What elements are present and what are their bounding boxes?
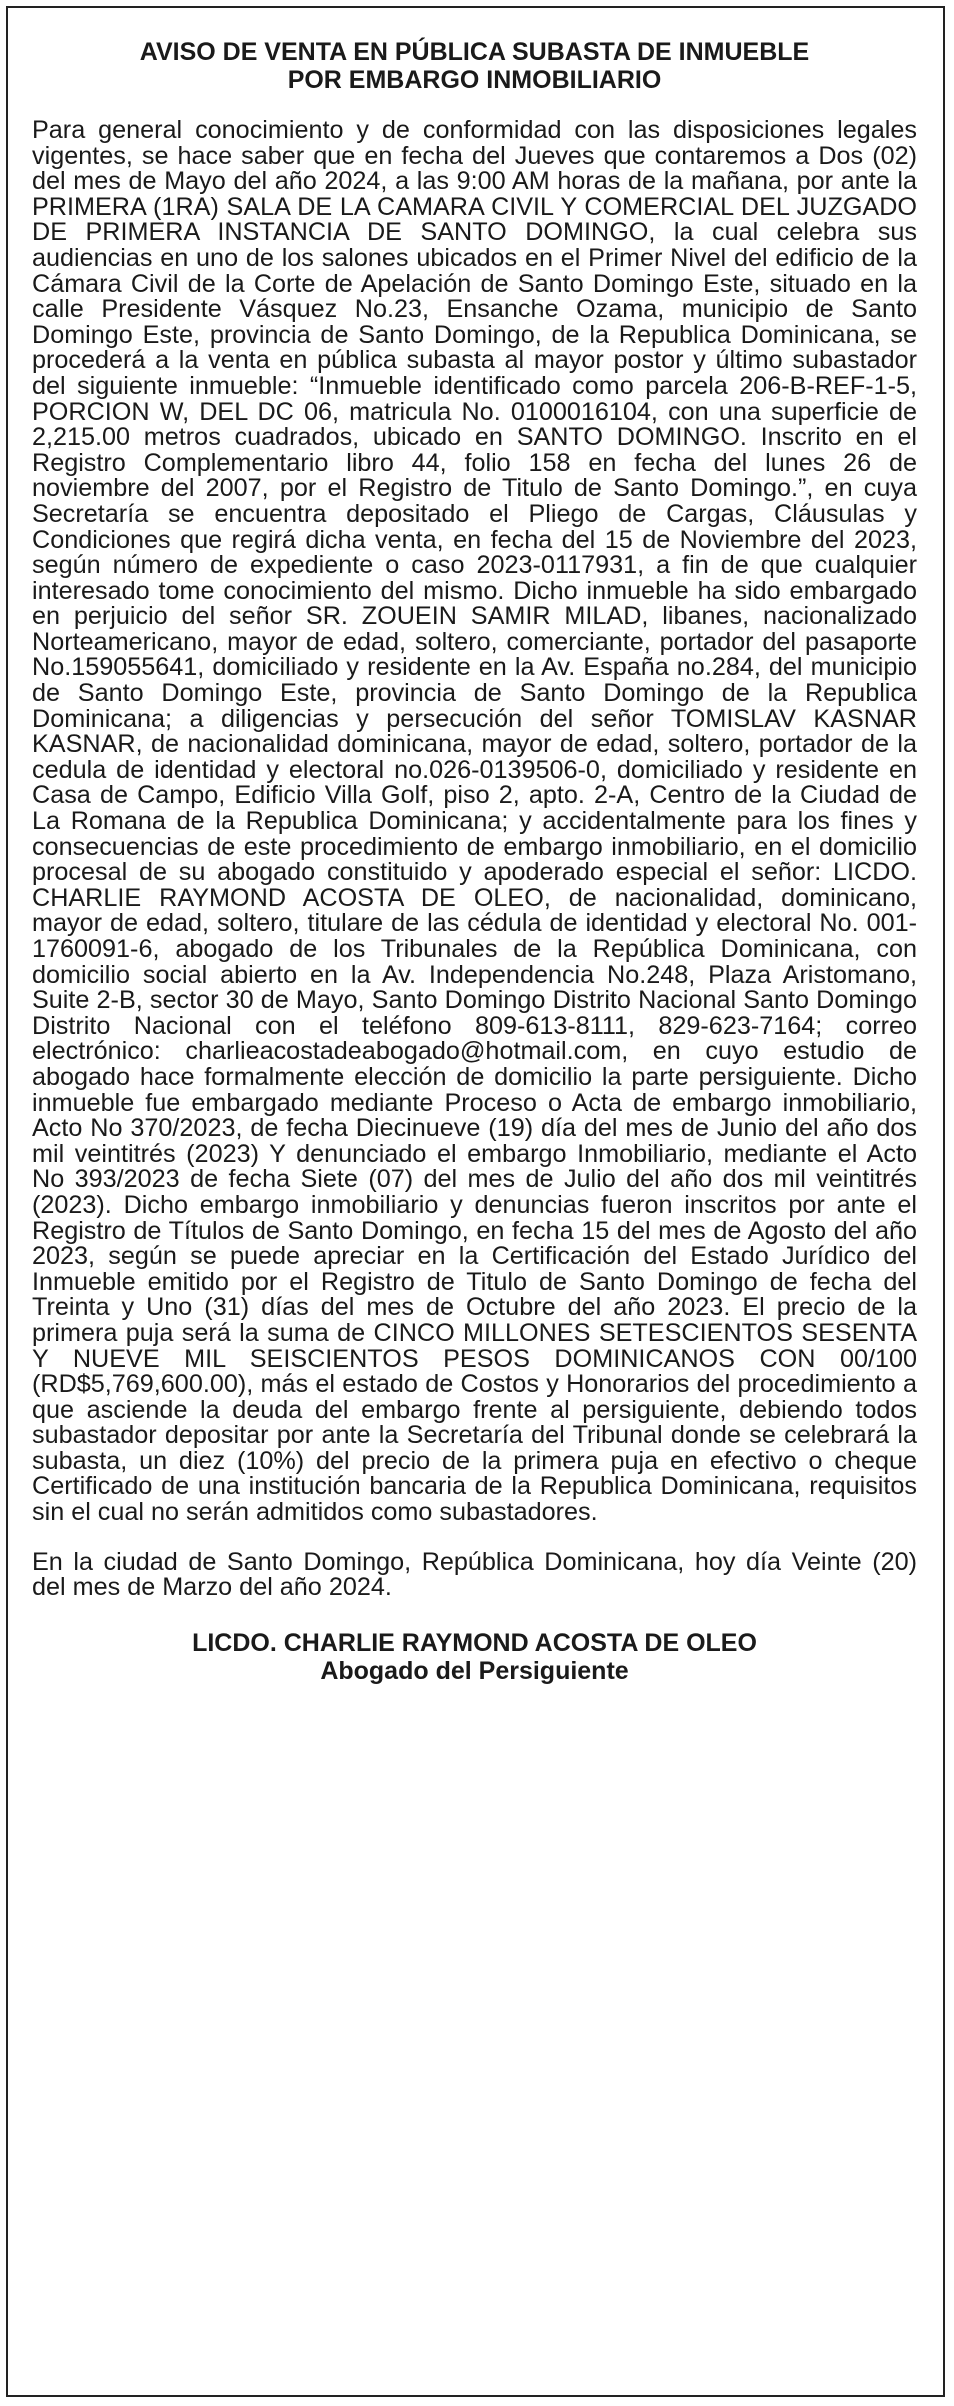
signer-role: Abogado del Persiguiente [320,1656,629,1685]
notice-title-line-2: POR EMBARGO INMOBILIARIO [287,66,662,94]
notice-closing: En la ciudad de Santo Domingo, República Dominicana, hoy día Veinte (20) del mes de Marzo del año 2024. [32,1547,917,1602]
legal-notice [6,6,945,2397]
notice-title-line-1: AVISO DE VENTA EN PÚBLICA SUBASTA DE INMUEBLE [139,38,810,66]
signer-name: LICDO. CHARLIE RAYMOND ACOSTA DE OLEO [192,1628,757,1657]
signature-block [32,1629,917,1685]
notice-title [32,38,917,94]
notice-body: Para general conocimiento y de conformidad con las disposiciones legales vigentes, se hace saber que en fecha del Jueves que contaremos a Dos (02) del mes de Mayo del año 2024, a las 9:00 AM horas de la mañana, por ante la PRIMERA (1RA) SALA DE LA CAMARA CIVIL Y COMERCIAL DEL JUZGADO DE PRIMERA INSTANCIA DE SANTO DOMINGO, la cual celebra sus audiencias en uno de los salones ubicados en el Primer Nivel del edificio de la Cámara Civil de la Corte de Apelación de Santo Domingo Este, situado en la calle Presidente Vásquez No.23, Ensanche Ozama, municipio de Santo Domingo Este, provincia de Santo Domingo, de la Republica Dominicana, se procederá a la venta en pública subasta al mayor postor y último subastador del siguiente inmueble: “Inmueble identificado como parcela 206-B-REF-1-5, PORCION W, DEL DC 06, matricula No. 0100016104, con una superficie de 2,215.00 metros cuadrados, ubicado en SANTO DOMINGO. Inscrito en el Registro Complementario libro 44, folio 158 en fecha del lunes 26 de noviembre del 2007, por el Registro de Titulo de Santo Domingo.”, en cuya Secretaría se encuentra depositado el Pliego de Cargas, Cláusulas y Condiciones que regirá dicha venta, en fecha del 15 de Noviembre del 2023, según número de expediente o caso 2023-0117931, a fin de que cualquier interesado tome conocimiento del mismo. Dicho inmueble ha sido embargado en perjuicio del señor SR. ZOUEIN SAMIR MILAD, libanes, nacionalizado Norteamericano, mayor de edad, soltero, comerciante, portador del pasaporte No.159055641, domiciliado y residente en la Av. España no.284, del municipio de Santo Domingo Este, provincia de Santo Domingo de la Republica Dominicana; a diligencias y persecución del señor TOMISLAV KASNAR KASNAR, de nacionalidad dominicana, mayor de edad, soltero, portador de la cedula de identidad y electoral no.026-0139506-0, domiciliado y residente en Casa de Campo, Edificio Villa Golf, piso 2, apto. 2-A, Centro de la Ciudad de La Romana de la Republica Dominicana; y accidentalmente para los fines y consecuencias de este procedimiento de embargo inmobiliario, en el domicilio procesal de su abogado constituido y apoderado especial el señor: LICDO. CHARLIE RAYMOND ACOSTA DE OLEO, de nacionalidad, dominicano, mayor de edad, soltero, titulare de las cédula de identidad y electoral No. 001-1760091-6, abogado de los Tribunales de la República Dominicana, con domicilio social abierto en la Av. Independencia No.248, Plaza Aristomano, Suite 2-B, sector 30 de Mayo, Santo Domingo Distrito Nacional Santo Domingo Distrito Nacional con el teléfono 809-613-8111, 829-623-7164; correo electrónico: charlieacostadeabogado@hotmail.com, en cuyo estudio de abogado hace formalmente elección de domicilio la parte persiguiente. Dicho inmueble fue embargado mediante Proceso o Acta de embargo inmobiliario, Acto No 370/2023, de fecha Diecinueve (19) día del mes de Junio del año dos mil veintitrés (2023) Y denunciado el embargo Inmobiliario, mediante el Acto No 393/2023 de fecha Siete (07) del mes de Julio del año dos mil veintitrés (2023). Dicho embargo inmobiliario y denuncias fueron inscritos por ante el Registro de Títulos de Santo Domingo, en fecha 15 del mes de Agosto del año 2023, según se puede apreciar en la Certificación del Estado Jurídico del Inmueble emitido por el Registro de Titulo de Santo Domingo de fecha del Treinta y Uno (31) días del mes de Octubre del año 2023. El precio de la primera puja será la suma de CINCO MILLONES SETESCIENTOS SESENTA Y NUEVE MIL SEISCIENTOS PESOS DOMINICANOS CON 00/100 (RD$5,769,600.00), más el estado de Costos y Honorarios del procedimiento a que asciende la deuda del embargo frente al persiguiente, debiendo todos subastador depositar por ante la Secretaría del Tribunal donde se celebrará la subasta, un diez (10%) del precio de la primera puja en efectivo o cheque Certificado de una institución bancaria de la Republica Dominicana, requisitos sin el cual no serán admitidos como subastadores. [32,116,917,1527]
